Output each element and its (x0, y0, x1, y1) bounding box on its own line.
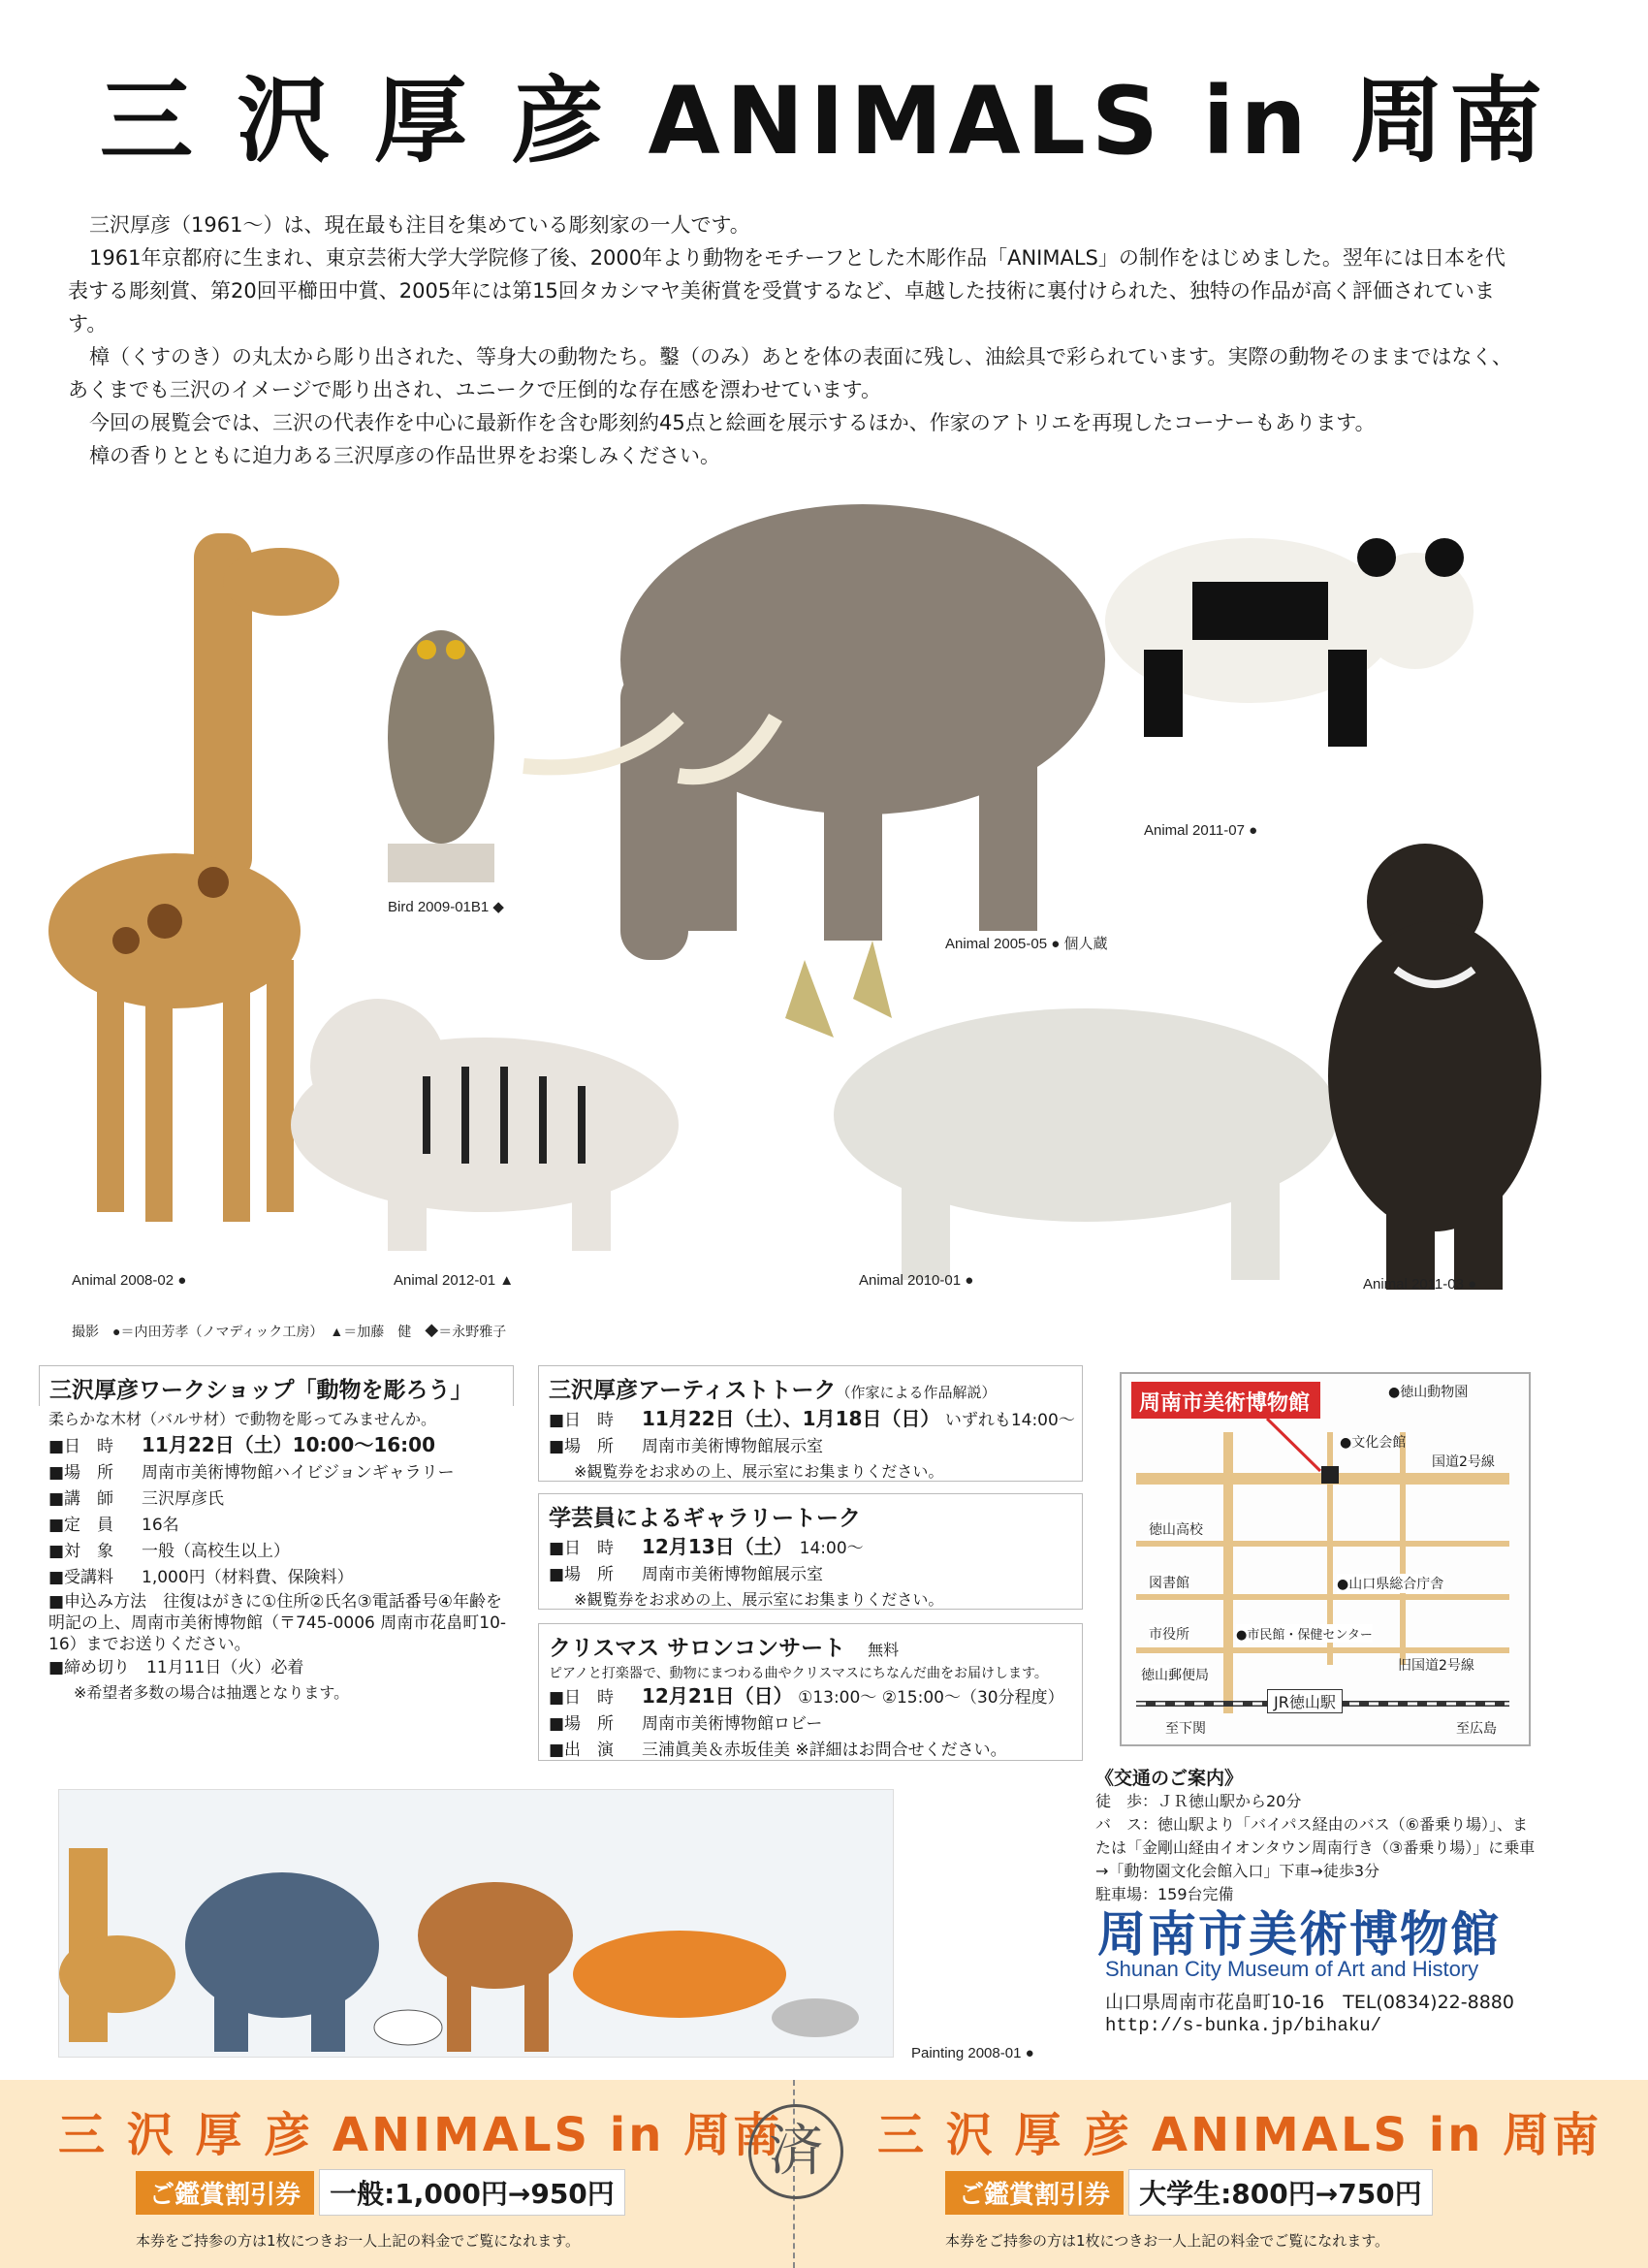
museum-english-name: Shunan City Museum of Art and History (1105, 1957, 1479, 1981)
artist-talk-title: 三沢厚彦アーティストトーク（作家による作品解説） (549, 1378, 997, 1403)
workshop-row: ■受講料 1,000円（材料費、保険料） (48, 1568, 354, 1587)
gallery-talk-section (538, 1493, 1083, 1610)
workshop-lead: 柔らかな木材（バルサ材）で動物を彫ってみませんか。 (48, 1410, 437, 1428)
workshop-row: ■申込み方法 往復はがきに①住所②氏名③電話番号④年齢を明記の上、周南市美術博物館（〒745-0006 周南市花畠町10-16）までお送りください。 (48, 1592, 507, 1654)
workshop-row: ■締め切り 11月11日（火）必着 (48, 1658, 304, 1677)
museum-address: 山口県周南市花畠町10-16 TEL(0834)22-8880 (1105, 1992, 1514, 2013)
coupon-title-left: 三 沢 厚 彦 ANIMALS in 周南 (58, 2108, 783, 2162)
gallery-talk-date: ■日 時 12月13日（土） 14:00〜 (549, 1535, 864, 1558)
intro-paragraph: 1961年京都府に生まれ、東京芸術大学大学院修了後、2000年より動物をモチーフとした木彫作品「ANIMALS」の制作をはじめました。翌年には日本を代表する彫刻賞、第20回平櫛田中賞、2005年には第15回タカシマヤ美術賞を受賞するなど、卓越した技術に裏付けられた、独特の作品が高く評価されています。 (68, 246, 1505, 335)
caption-owl: Bird 2009-01B1 ◆ (388, 899, 504, 915)
map-bunka: ●文化会館 (1340, 1435, 1407, 1451)
owl-sculpture (388, 630, 494, 882)
map-station: JR徳山駅 (1267, 1689, 1343, 1713)
artist-talk-date: ■日 時 11月22日（土）、1月18日（日） いずれも14:00〜 (549, 1407, 1075, 1430)
elephant-sculpture (523, 504, 1108, 960)
rhino-sculpture (785, 941, 1338, 1280)
traffic-row: バ ス：徳山駅より「バイパス経由のバス（⑥番乗り場）」、または「金剛山経由イオンタウン周南行き（③番乗り場）」に乗車→「動物園文化会館入口」下車→徒歩3分 (1095, 1815, 1536, 1880)
coupon-price-student: 大学生:800円→750円 (1128, 2169, 1433, 2216)
map-post: 徳山郵便局 (1141, 1665, 1209, 1684)
intro-text (68, 208, 1512, 472)
map-zoo: ●徳山動物園 (1388, 1385, 1469, 1400)
traffic-row: 徒 歩：ＪＲ徳山駅から20分 (1095, 1792, 1302, 1810)
coupon-price-general: 一般:1,000円→950円 (319, 2169, 625, 2216)
workshop-row: ■対 象 一般（高校生以上） (48, 1542, 290, 1561)
workshop-row: ■日 時 11月22日（土）10:00〜16:00 (48, 1433, 435, 1456)
map-museum-label: 周南市美術博物館 (1139, 1391, 1311, 1416)
workshop-row: ■場 所 周南市美術博物館ハイビジョンギャラリー (48, 1463, 455, 1483)
workshop-section (39, 1365, 514, 1734)
artist-talk-place: ■場 所 周南市美術博物館展示室 (549, 1437, 823, 1456)
intro-paragraph: 樟（くすのき）の丸太から彫り出された、等身大の動物たち。鑿（のみ）あとを体の表面に残し、油絵具で彩られています。実際の動物そのままではなく、あくまでも三沢のイメージで彫り出され、ユニークで圧倒的な存在感を漂わせています。 (68, 345, 1512, 401)
used-stamp: 済 (748, 2104, 843, 2199)
museum-name: 周南市美術博物館 (1097, 1905, 1501, 1963)
panda-sculpture (1105, 538, 1474, 747)
gallery-talk-title: 学芸員によるギャラリートーク (549, 1506, 861, 1531)
traffic-info (1095, 1767, 1541, 1906)
coupon-right-price-row (945, 2169, 1433, 2216)
workshop-row: ■講 師 三沢厚彦氏 (48, 1489, 224, 1509)
artist-talk-section (538, 1365, 1083, 1482)
intro-paragraph: 三沢厚彦（1961〜）は、現在最も注目を集めている彫刻家の一人です。 (89, 213, 750, 237)
coupon-note-right: 本券をご持参の方は1枚につきお一人上記の料金でご覧になれます。 (945, 2232, 1390, 2250)
concert-section (538, 1623, 1083, 1761)
caption-elephant: Animal 2005-05 ● 個人蔵 (945, 936, 1108, 952)
caption-bear: Animal 2011-03 ● (1363, 1276, 1477, 1293)
map-city: 市役所 (1149, 1624, 1189, 1644)
caption-painting: Painting 2008-01 ● (911, 2045, 1034, 2061)
caption-rhino: Animal 2010-01 ● (859, 1272, 974, 1289)
caption-giraffe: Animal 2008-02 ● (72, 1272, 187, 1289)
painting-graphic (59, 1790, 893, 2057)
map-road2: 国道2号線 (1432, 1454, 1495, 1470)
photo-credit: 撮影 ●＝内田芳孝（ノマディック工房） ▲＝加藤 健 ◆＝永野雅子 (72, 1324, 507, 1339)
traffic-title: 《交通のご案内》 (1095, 1768, 1244, 1789)
access-map (1120, 1372, 1531, 1746)
coupon-badge: ご鑑賞割引券 (945, 2171, 1124, 2215)
tiger-sculpture (291, 999, 679, 1251)
gallery-talk-note: ※観覧券をお求めの上、展示室にお集まりください。 (574, 1590, 944, 1609)
gallery-talk-place: ■場 所 周南市美術博物館展示室 (549, 1565, 823, 1584)
museum-url[interactable]: http://s-bunka.jp/bihaku/ (1105, 2015, 1382, 2036)
concert-performers: ■出 演 三浦眞美＆赤坂佳美 ※詳細はお問合せください。 (549, 1741, 1007, 1760)
painting-image (58, 1789, 894, 2058)
workshop-row: ■定 員 16名 (48, 1516, 179, 1535)
coupon-note-left: 本券をご持参の方は1枚につきお一人上記の料金でご覧になれます。 (136, 2232, 581, 2250)
artist-talk-note: ※観覧券をお求めの上、展示室にお集まりください。 (574, 1462, 944, 1481)
concert-date: ■日 時 12月21日（日） ①13:00〜 ②15:00〜（30分程度） (549, 1684, 1064, 1708)
caption-tiger: Animal 2012-01 ▲ (394, 1272, 515, 1289)
sculpture-photos (0, 475, 1648, 1309)
map-lib: 図書館 (1149, 1573, 1189, 1592)
caption-panda: Animal 2011-07 ● (1144, 822, 1258, 839)
coupon-title-right: 三 沢 厚 彦 ANIMALS in 周南 (877, 2108, 1602, 2162)
concert-place: ■場 所 周南市美術博物館ロビー (549, 1714, 823, 1734)
traffic-row: 駐車場：159台完備 (1095, 1885, 1234, 1903)
map-health: ●市民館・保健センター (1236, 1624, 1373, 1643)
workshop-title: 三沢厚彦ワークショップ「動物を彫ろう」 (39, 1365, 514, 1406)
coupon-left-price-row (136, 2169, 625, 2216)
coupon-badge: ご鑑賞割引券 (136, 2171, 314, 2215)
map-to-shimonoseki: 至下関 (1165, 1721, 1206, 1737)
intro-paragraph: 樟の香りとともに迫力ある三沢厚彦の作品世界をお楽しみください。 (89, 444, 720, 467)
map-pref: ●山口県総合庁舎 (1337, 1574, 1443, 1593)
map-oldroad: 旧国道2号線 (1398, 1658, 1474, 1674)
bear-sculpture (1328, 844, 1541, 1290)
map-to-hiroshima: 至広島 (1456, 1721, 1497, 1737)
page-title: 三 沢 厚 彦 ANIMALS in 周南 (99, 67, 1549, 176)
concert-title: クリスマス サロンコンサート 無料 (549, 1636, 900, 1661)
workshop-note: ※希望者多数の場合は抽選となります。 (74, 1683, 350, 1702)
concert-lead: ピアノと打楽器で、動物にまつわる曲やクリスマスにちなんだ曲をお届けします。 (549, 1666, 1048, 1681)
map-hs: 徳山高校 (1149, 1519, 1203, 1539)
intro-paragraph: 今回の展覧会では、三沢の代表作を中心に最新作を含む彫刻約45点と絵画を展示するほか、作家のアトリエを再現したコーナーもあります。 (89, 411, 1376, 434)
